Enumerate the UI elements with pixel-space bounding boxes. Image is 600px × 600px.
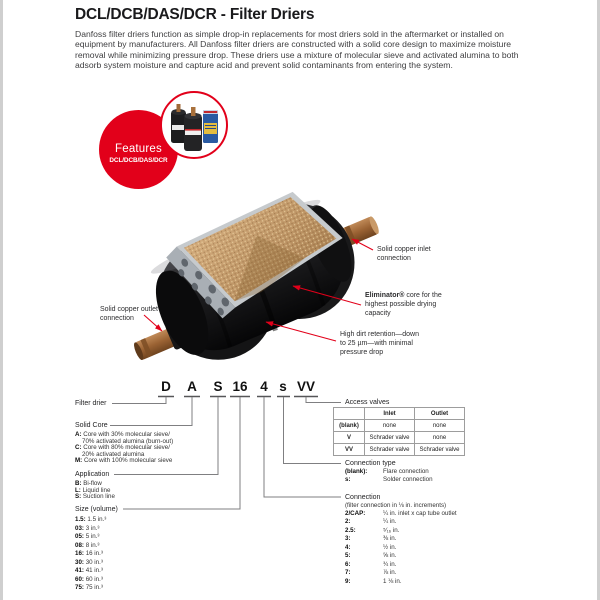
features-badge-subtitle: DCL/DCB/DAS/DCR: [109, 157, 168, 164]
table-header-blank: [334, 408, 365, 420]
table-row: VV Schrader valve Schrader valve: [334, 444, 465, 456]
table-row: [334, 408, 465, 420]
solid-core-row: M: Core with 100% molecular sieve: [75, 457, 173, 464]
connection-note: (filter connection in ⅛ in. increments): [345, 501, 447, 509]
product-photo-circle: [160, 91, 228, 159]
legend-connection-title: Connection: [345, 493, 381, 501]
drier-cylinder-small: [171, 104, 186, 143]
application-row: L: Liquid line: [75, 486, 111, 494]
pn-char-size: 16: [232, 379, 248, 394]
size-row: 08: 8 in.³: [75, 541, 100, 549]
callout-outlet: Solid copper outlet connection: [100, 306, 158, 322]
pn-char-solid-core: A: [187, 379, 197, 394]
product-can: [203, 110, 218, 143]
legend-filter-drier: Filter drier: [75, 400, 107, 407]
application-row: B: Bi-flow: [75, 480, 102, 487]
features-badge-title: Features: [115, 143, 162, 155]
size-row: 41: 41 in.³: [75, 567, 103, 574]
table-header-inlet: Inlet: [365, 408, 415, 420]
table-row: (blank) none none: [334, 420, 465, 432]
solid-core-row: 20% activated alumina: [82, 450, 145, 458]
intro-paragraph: Danfoss filter driers function as simple drop-in replacements for most driers sold in the aftermarket or installed on equipment by manufacturers. All Danfoss filter driers are constructed with a solid core design to maximize moisture removal while minimizing pressure drop. These driers use a mixture of molecular sieve and activated alumina to both adsorb system moisture and capture acid and prevent solid contaminants from entering the system.: [75, 29, 519, 70]
size-row: 60: 60 in.³: [75, 575, 103, 583]
pn-char-access-valves: VV: [296, 379, 316, 394]
size-row: 05: 5 in.³: [75, 533, 100, 540]
callout-inlet: Solid copper inlet connection: [377, 246, 431, 262]
solid-core-row: 70% activated alumina (burn-out): [82, 437, 174, 445]
page-title: DCL/DCB/DAS/DCR - Filter Driers: [75, 6, 315, 23]
drier-cylinder-large: [184, 107, 202, 151]
solid-core-row: C: Core with 80% molecular sieve/: [75, 444, 170, 451]
size-row: 03: 3 in.³: [75, 524, 100, 532]
callout-dirt-retention: High dirt retention—down to 25 µm—with minimal pressure drop: [340, 331, 419, 356]
page-left-edge: [0, 0, 3, 600]
legend-solid-core-title: Solid Core: [75, 422, 108, 429]
access-valves-table: [333, 407, 465, 456]
pn-char-application: S: [213, 379, 223, 394]
legend-application-title: Application: [75, 471, 110, 478]
pn-char-connection-type: s: [279, 379, 287, 394]
size-row: 30: 30 in.³: [75, 558, 103, 566]
size-row: 75: 75 in.³: [75, 584, 103, 591]
pn-char-filter-drier: D: [161, 379, 171, 394]
legend-connection-type-title: Connection type: [345, 460, 396, 467]
table-row: V Schrader valve none: [334, 432, 465, 444]
pn-char-connection: 4: [260, 379, 268, 394]
legend-access-valves-title: Access valves: [345, 399, 390, 406]
size-row: 16: 16 in.³: [75, 550, 103, 557]
application-row: S: Suction line: [75, 493, 115, 500]
legend-size-title: Size (volume): [75, 505, 118, 513]
eliminator-brand: Eliminator®: [365, 292, 405, 299]
table-header-outlet: Outlet: [415, 408, 465, 420]
callout-core: Eliminator® core for the highest possible drying capacity: [365, 292, 442, 317]
datasheet-page: DCL/DCB/DAS/DCR - Filter Driers Danfoss filter driers function as simple drop-in replacements for most driers sold in the aftermarket or installed on equipment by manufacturers. All Danfoss filter driers are constructed with a solid core design to maximize moisture removal while minimizing pressure drop. These driers use a mixture of molecular sieve and activated alumina to both adsorb system moisture and capture acid and prevent solid contaminants from entering the system. Features DCL/DCB/DAS/DCR Solid copper inlet connection Eliminator® core for the highest possible drying capacity High dirt retention—down to 25 µm—with minimal pressure drop Solid copper outlet connection D A S 16 4 s VV Filter drier Solid Core A: Core with 30% molecular sieve/ 70% activated alumina (burn-out) C: Core with 80% molecular sieve/ 20% activated alumina M: Core with 100% molecular sieve Application B: Bi-flow L: Liquid line S: Suction line Size (volume) 1.5: 1.5 in.³ 03: 3 in.³ 05: 5 in.³ 08: 8 in.³ 16: 16 in.³ 30: 30 in.³ 41: 41 in.³ 60: 60 in.³ 75: 75 in.³ Access valves Inlet Outlet (blank) none none V Schrader valve none VV Schrader valve Schrader valve Connection type (blank): Flare connection s: Solder connection Connection (filter connection in ⅛ in. increments) 2/CAP: ¼ in. inlet x cap tube outlet 2: ¼ in. 2.5: ⁵⁄₁₆ in. 3: ⅜ in. 4: ½ in. 5: ⅝ in. 6: ¾ in. 7: ⅞ in. 9: 1 ⅛ in.: [0, 0, 600, 600]
product-photo: [162, 95, 224, 157]
size-row: 1.5: 1.5 in.³: [75, 516, 107, 523]
solid-core-row: A: Core with 30% molecular sieve/: [75, 431, 170, 438]
